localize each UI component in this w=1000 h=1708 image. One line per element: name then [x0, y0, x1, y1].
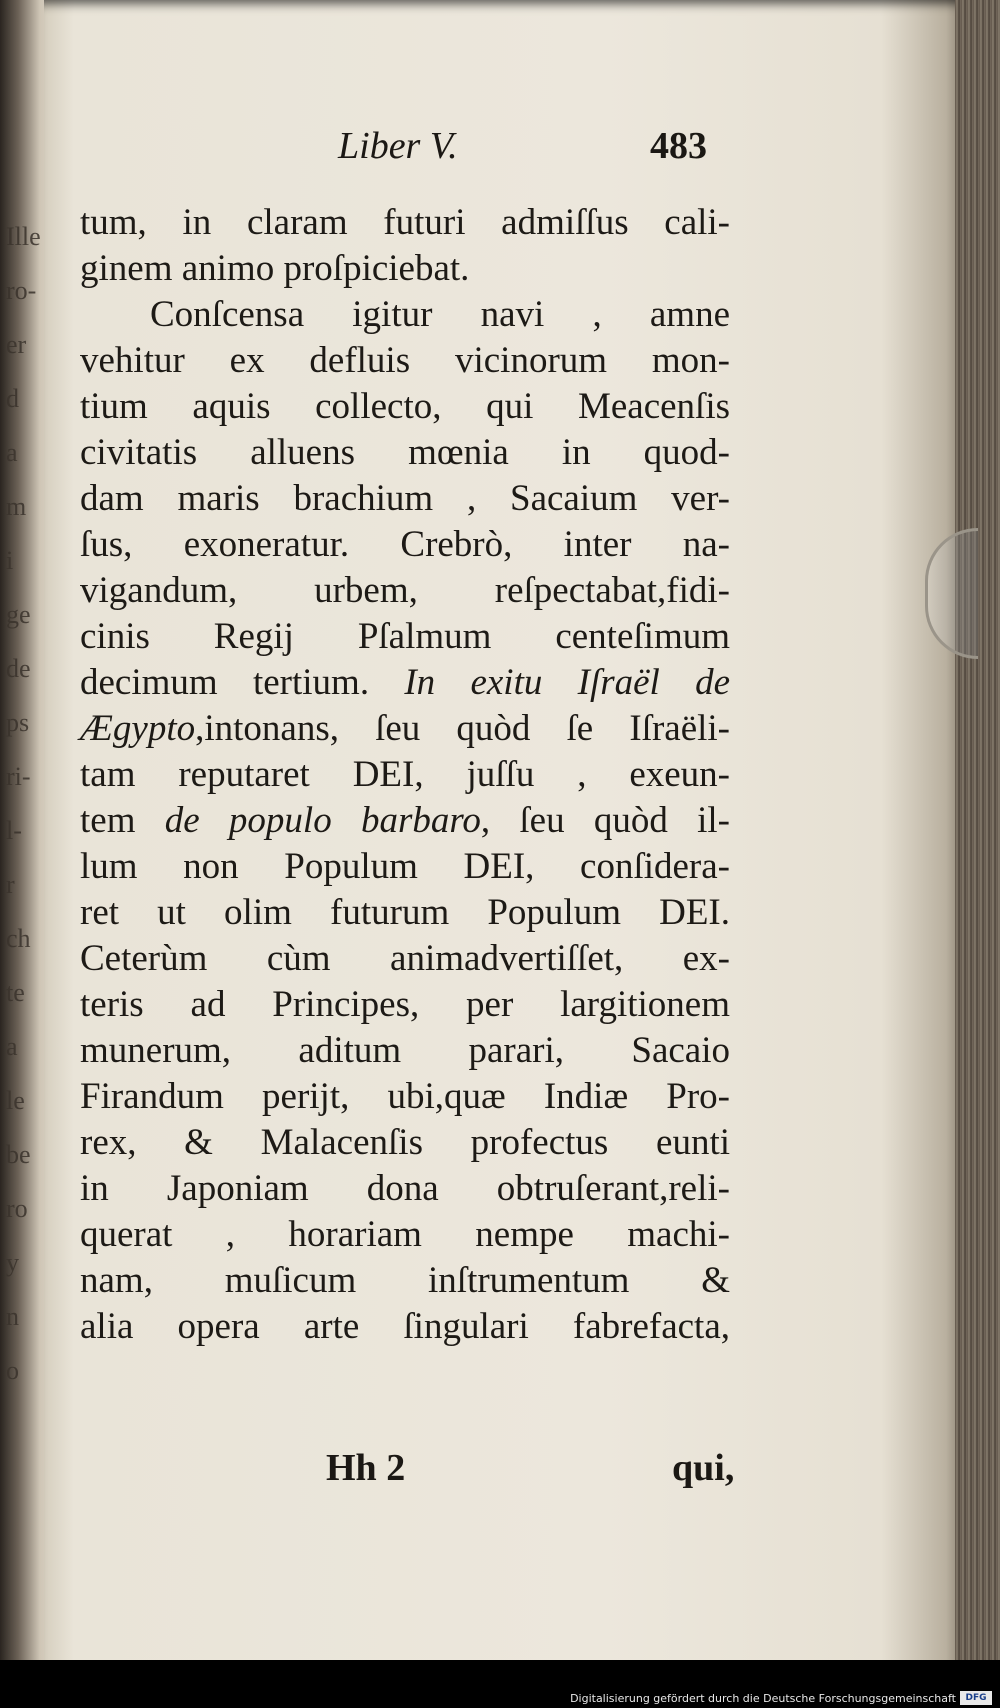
facing-page-fragment: n	[6, 1302, 19, 1331]
text-line: tum, in claram futuri admiſſus cali-	[80, 202, 730, 243]
text-line: dam maris brachium , Sacaium ver-	[80, 478, 730, 519]
text-line	[80, 798, 730, 844]
facing-page-fragment: ch	[6, 924, 31, 953]
text-line: vigandum, urbem, reſpectabat,fidi-	[80, 570, 730, 611]
text-fragment: tem	[80, 800, 136, 841]
text-line: Firandum perijt, ubi,quæ Indiæ Pro-	[80, 1076, 730, 1117]
digitization-credit: Digitalisierung gefördert durch die Deutsche Forschungsgemeinschaft	[570, 1692, 956, 1705]
text-line: teris ad Principes, per largitionem	[80, 984, 730, 1025]
signature-mark: Hh 2	[326, 1447, 406, 1489]
facing-page-fragment: r	[6, 870, 15, 899]
text-fragment: decimum tertium.	[80, 662, 370, 703]
text-line: ret ut olim futurum Populum DEI.	[80, 892, 730, 933]
text-line	[80, 660, 730, 706]
page-footer	[0, 1446, 1000, 1496]
facing-page-fragment: le	[6, 1086, 25, 1115]
facing-page-fragment: ro	[6, 1194, 28, 1223]
facing-page-fragment: ps	[6, 708, 30, 737]
facing-page-fragment: i	[6, 546, 14, 575]
text-line: vehitur ex defluis vicinorum mon-	[80, 340, 730, 381]
facing-page-fragment: y	[6, 1248, 19, 1277]
facing-page-fragment: a	[6, 438, 18, 467]
catchword: qui,	[672, 1447, 735, 1489]
text-line: ginem animo proſpiciebat.	[80, 248, 470, 289]
facing-page-fragment: a	[6, 1032, 18, 1061]
facing-page-fragments	[6, 210, 46, 1410]
text-line: munerum, aditum parari, Sacaio	[80, 1030, 730, 1071]
text-line: ſus, exoneratur. Crebrò, inter na-	[80, 524, 730, 565]
facing-page-fragment: Ille	[6, 222, 41, 251]
text-fragment: , ſeu quòd il-	[480, 800, 730, 841]
text-line: in Japoniam dona obtruſerant,reli-	[80, 1168, 730, 1209]
facing-page-fragment: be	[6, 1140, 31, 1169]
facing-page-fragment: m	[6, 492, 27, 521]
text-line: alia opera arte ſingulari fabrefacta,	[80, 1306, 730, 1347]
page-edges	[955, 0, 1000, 1660]
text-line: Conſcensa igitur navi , amne	[150, 294, 730, 335]
text-line: cinis Regij Pſalmum centeſimum	[80, 616, 730, 657]
facing-page-fragment: er	[6, 330, 27, 359]
italic-fragment: de populo barbaro	[164, 800, 481, 841]
facing-page-fragment: ro-	[6, 276, 37, 305]
text-fragment: ,intonans, ſeu quòd ſe Iſraëli-	[195, 708, 730, 749]
facing-page-fragment: te	[6, 978, 25, 1007]
facing-page-fragment: ri-	[6, 762, 31, 791]
facing-page-fragment: l-	[6, 816, 22, 845]
text-line: querat , horariam nempe machi-	[80, 1214, 730, 1255]
facing-page-fragment: o	[6, 1356, 19, 1385]
facing-page-fragment: de	[6, 654, 31, 683]
text-line: Ceterùm cùm animadvertiſſet, ex-	[80, 938, 730, 979]
italic-fragment: In exitu Iſraël de	[404, 662, 731, 703]
facing-page-fragment: ge	[6, 600, 31, 629]
text-line: rex, & Malacenſis profectus eunti	[80, 1122, 730, 1163]
text-line: lum non Populum DEI, conſidera-	[80, 846, 730, 887]
text-line: nam, muſicum inſtrumentum &	[80, 1260, 730, 1301]
page-number: 483	[650, 125, 707, 167]
text-line: civitatis alluens mœnia in quod-	[80, 432, 730, 473]
running-title: Liber V.	[338, 125, 458, 167]
running-head	[0, 124, 1000, 174]
text-line: tium aquis collecto, qui Meacenſis	[80, 386, 730, 427]
italic-fragment: Ægypto	[80, 708, 196, 749]
facing-page-fragment: d	[6, 384, 19, 413]
dfg-logo: DFG	[960, 1691, 992, 1705]
text-line	[80, 706, 730, 752]
text-line: tam reputaret DEI, juſſu , exeun-	[80, 754, 730, 795]
text-block	[80, 200, 730, 1350]
